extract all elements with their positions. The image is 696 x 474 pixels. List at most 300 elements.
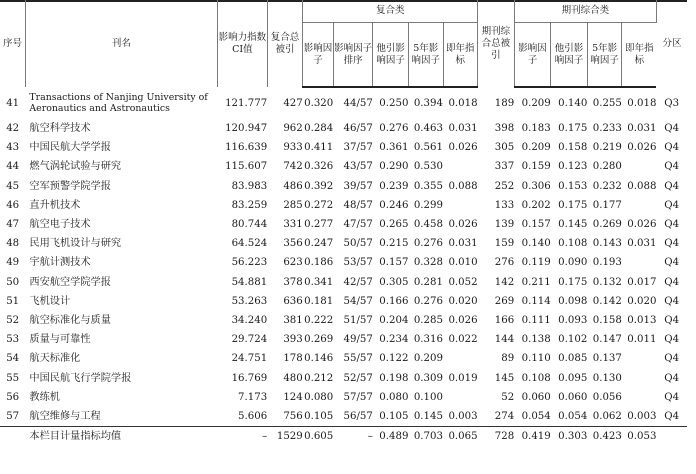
seq-cell: 44 bbox=[6, 161, 20, 173]
journal-5year-if-cell: 0.233 bbox=[592, 123, 622, 134]
composite-cited-if-cell: 0.215 bbox=[379, 238, 409, 250]
composite-cited-if-cell: 0.122 bbox=[379, 353, 409, 365]
journal-name-cell: 中国民航大学学报 bbox=[29, 142, 111, 154]
journal-cited-if-cell: 0.093 bbox=[558, 315, 588, 327]
journal-name-cell: 飞机设计 bbox=[29, 295, 71, 307]
journal-5year-if-cell: 0.142 bbox=[592, 295, 622, 307]
journal-cited-if-cell: 0.095 bbox=[558, 372, 588, 384]
journal-cited-if-cell: 0.175 bbox=[558, 123, 588, 134]
header-journal-5year-if: 5年影响因子 bbox=[587, 23, 622, 88]
journal-total-citations-cell: 269 bbox=[494, 295, 515, 307]
table-row bbox=[0, 119, 687, 138]
composite-immediacy-cell: 0.031 bbox=[448, 123, 478, 134]
zone-cell: Q4 bbox=[664, 238, 680, 250]
journal-5year-if-cell: 0.232 bbox=[592, 180, 622, 192]
journal-impact-factor-cell: 0.419 bbox=[514, 427, 551, 447]
composite-cited-if-cell: 0.250 bbox=[379, 98, 409, 109]
journal-total-citations-cell: 728 bbox=[478, 427, 515, 447]
journal-immediacy-cell bbox=[622, 157, 657, 176]
composite-if-rank-cell: 55/57 bbox=[343, 353, 373, 365]
composite-if-rank-cell: 54/57 bbox=[343, 295, 373, 307]
journal-5year-if-cell: 0.132 bbox=[592, 276, 622, 288]
seq-cell: 45 bbox=[6, 180, 20, 192]
journal-impact-factor-cell: 0.306 bbox=[521, 180, 551, 192]
table-row bbox=[0, 87, 687, 119]
composite-immediacy-cell bbox=[443, 349, 478, 368]
journal-total-citations-cell: 305 bbox=[494, 142, 515, 154]
composite-immediacy-cell bbox=[443, 388, 478, 407]
composite-immediacy-cell: 0.031 bbox=[448, 238, 478, 250]
composite-if-rank-cell: 50/57 bbox=[343, 238, 373, 250]
ci-value-cell: 56.223 bbox=[231, 257, 268, 269]
header-composite-group: 复合类 bbox=[303, 0, 478, 23]
journal-impact-factor-cell: 0.209 bbox=[521, 142, 551, 154]
journal-immediacy-cell bbox=[622, 388, 657, 407]
header-composite-impact-factor: 影响因子 bbox=[303, 23, 333, 88]
composite-impact-factor-cell: 0.277 bbox=[304, 219, 334, 231]
zone-cell: Q4 bbox=[664, 123, 680, 134]
seq-cell: 47 bbox=[6, 219, 20, 231]
composite-if-rank-cell: 37/57 bbox=[343, 142, 373, 154]
journal-5year-if-cell: 0.193 bbox=[592, 257, 622, 269]
table-row bbox=[0, 253, 687, 272]
journal-total-citations-cell: 139 bbox=[494, 219, 515, 231]
composite-cited-if-cell: 0.157 bbox=[379, 257, 409, 269]
journal-cited-if-cell: 0.303 bbox=[551, 427, 588, 447]
composite-if-rank-cell: 53/57 bbox=[343, 257, 373, 269]
composite-if-rank-cell: 51/57 bbox=[343, 315, 373, 327]
journal-name-cell: Transactions of Nanjing University of Aeronautics and Astronautics bbox=[29, 92, 208, 114]
zone-cell: Q4 bbox=[664, 391, 680, 403]
table-row bbox=[0, 388, 687, 407]
ci-value-cell: 115.607 bbox=[225, 161, 268, 173]
header-zone: 分区 bbox=[662, 37, 682, 49]
journal-impact-factor-cell: 0.159 bbox=[521, 161, 551, 173]
journal-name-cell: 航天标准化 bbox=[29, 353, 81, 365]
composite-impact-factor-cell: 0.247 bbox=[304, 238, 334, 250]
journal-immediacy-cell: 0.088 bbox=[627, 180, 657, 192]
journal-5year-if-cell: 0.269 bbox=[592, 219, 622, 231]
table-row bbox=[0, 157, 687, 176]
zone-cell bbox=[656, 427, 687, 447]
journal-5year-if-cell: 0.177 bbox=[592, 199, 622, 211]
composite-if-rank-cell: 44/57 bbox=[343, 98, 373, 109]
composite-immediacy-cell: 0.018 bbox=[448, 98, 478, 109]
composite-cited-if-cell: 0.276 bbox=[379, 123, 409, 134]
journal-name-cell: 航空电子技术 bbox=[29, 219, 91, 231]
ci-value-cell: 80.744 bbox=[231, 219, 268, 231]
composite-if-rank-cell: 56/57 bbox=[343, 411, 373, 423]
composite-cited-if-cell: 0.246 bbox=[379, 199, 409, 211]
zone-cell: Q4 bbox=[664, 411, 680, 423]
composite-total-citations-cell: 356 bbox=[283, 238, 303, 250]
journal-immediacy-cell: 0.031 bbox=[627, 238, 657, 250]
composite-immediacy-cell: 0.026 bbox=[448, 219, 478, 231]
ci-value-cell: 121.777 bbox=[225, 97, 268, 109]
journal-immediacy-cell: 0.053 bbox=[622, 427, 657, 447]
journal-immediacy-cell bbox=[622, 253, 657, 272]
composite-5year-if-cell: 0.703 bbox=[408, 427, 443, 447]
journal-impact-factor-cell: 0.114 bbox=[521, 295, 551, 307]
journal-total-citations-cell: 142 bbox=[494, 276, 515, 288]
zone-cell: Q4 bbox=[664, 161, 680, 173]
composite-cited-if-cell: 0.239 bbox=[379, 180, 409, 192]
composite-total-citations-cell: 378 bbox=[283, 276, 303, 288]
composite-total-citations-cell: 285 bbox=[283, 199, 303, 211]
zone-cell: Q4 bbox=[664, 295, 680, 307]
header-journal-total-citations: 期刊综合总被引 bbox=[478, 0, 515, 87]
header-ci-value: 影响力指数CI值 bbox=[217, 0, 267, 87]
composite-impact-factor-cell: 0.411 bbox=[304, 142, 334, 154]
composite-total-citations-cell: 331 bbox=[283, 219, 303, 231]
ci-value-cell: 24.751 bbox=[231, 353, 268, 365]
header-composite-5year-if: 5年影响因子 bbox=[408, 23, 443, 88]
journal-immediacy-cell: 0.018 bbox=[627, 98, 657, 109]
journal-total-citations-cell: 252 bbox=[494, 180, 515, 192]
composite-if-rank-cell: – bbox=[333, 427, 373, 447]
journal-cited-if-cell: 0.090 bbox=[558, 257, 588, 269]
journal-impact-factor-cell: 0.138 bbox=[521, 334, 551, 346]
composite-cited-if-cell: 0.234 bbox=[379, 334, 409, 346]
journal-impact-factor-cell: 0.108 bbox=[521, 372, 551, 384]
header-composite-cited-if: 他引影响因子 bbox=[373, 23, 409, 88]
ci-value-cell: 7.173 bbox=[238, 391, 268, 403]
journal-5year-if-cell: 0.137 bbox=[592, 353, 622, 365]
journal-total-citations-cell: 166 bbox=[494, 315, 515, 327]
composite-impact-factor-cell: 0.341 bbox=[304, 276, 334, 288]
composite-5year-if-cell: 0.276 bbox=[413, 238, 443, 250]
composite-5year-if-cell: 0.530 bbox=[413, 161, 443, 173]
composite-total-citations-cell: 636 bbox=[283, 295, 303, 307]
composite-if-rank-cell: 42/57 bbox=[343, 276, 373, 288]
journal-impact-factor-cell: 0.060 bbox=[521, 391, 551, 403]
composite-5year-if-cell: 0.458 bbox=[413, 219, 443, 231]
journal-5year-if-cell: 0.143 bbox=[592, 238, 622, 250]
seq-cell: 46 bbox=[6, 199, 20, 211]
composite-total-citations-cell: 933 bbox=[283, 142, 303, 154]
journal-total-citations-cell: 189 bbox=[494, 97, 515, 109]
composite-impact-factor-cell: 0.605 bbox=[303, 427, 333, 447]
journal-5year-if-cell: 0.255 bbox=[592, 98, 622, 109]
journal-impact-factor-cell: 0.211 bbox=[521, 276, 551, 288]
seq-cell bbox=[0, 427, 25, 447]
composite-cited-if-cell: 0.489 bbox=[373, 427, 409, 447]
table-header bbox=[0, 0, 687, 87]
table-row bbox=[0, 273, 687, 292]
journal-name-cell: 中国民航飞行学院学报 bbox=[29, 372, 132, 384]
journal-name-cell: 质量与可靠性 bbox=[29, 334, 91, 346]
composite-if-rank-cell: 52/57 bbox=[343, 372, 373, 384]
journal-name-cell: 西安航空学院学报 bbox=[29, 276, 111, 288]
seq-cell: 50 bbox=[6, 276, 20, 288]
composite-impact-factor-cell: 0.146 bbox=[304, 353, 334, 365]
composite-impact-factor-cell: 0.222 bbox=[304, 315, 334, 327]
journal-cited-if-cell: 0.060 bbox=[558, 391, 588, 403]
journal-impact-factor-cell: 0.202 bbox=[521, 199, 551, 211]
composite-immediacy-cell: 0.026 bbox=[448, 142, 478, 154]
ci-value-cell: 116.639 bbox=[225, 142, 268, 154]
journal-immediacy-cell: 0.003 bbox=[627, 411, 657, 423]
journal-5year-if-cell: 0.158 bbox=[592, 315, 622, 327]
journal-total-citations-cell: 159 bbox=[494, 238, 515, 250]
composite-total-citations-cell: 623 bbox=[283, 257, 303, 269]
composite-cited-if-cell: 0.204 bbox=[379, 315, 409, 327]
composite-immediacy-cell: 0.010 bbox=[448, 257, 478, 269]
composite-total-citations-cell: 480 bbox=[283, 372, 303, 384]
composite-immediacy-cell: 0.065 bbox=[443, 427, 478, 447]
journal-cited-if-cell: 0.153 bbox=[558, 180, 588, 192]
composite-immediacy-cell: 0.026 bbox=[448, 315, 478, 327]
header-seq: 序号 bbox=[0, 0, 25, 87]
composite-cited-if-cell: 0.290 bbox=[379, 161, 409, 173]
composite-cited-if-cell: 0.105 bbox=[379, 411, 409, 423]
composite-cited-if-cell: 0.080 bbox=[379, 391, 409, 403]
table-row bbox=[0, 330, 687, 349]
zone-cell: Q4 bbox=[664, 142, 680, 154]
ci-value-cell: 29.724 bbox=[231, 334, 268, 346]
journal-cited-if-cell: 0.140 bbox=[558, 98, 588, 109]
composite-if-rank-cell: 43/57 bbox=[343, 161, 373, 173]
composite-impact-factor-cell: 0.181 bbox=[304, 295, 334, 307]
seq-cell: 41 bbox=[6, 97, 20, 109]
journal-name-cell: 教练机 bbox=[29, 391, 60, 403]
table-body bbox=[0, 87, 687, 446]
table-row bbox=[0, 292, 687, 311]
composite-immediacy-cell: 0.088 bbox=[448, 180, 478, 192]
header-journal-impact-factor: 影响因子 bbox=[514, 23, 551, 88]
journal-5year-if-cell: 0.423 bbox=[587, 427, 622, 447]
journal-cited-if-cell: 0.175 bbox=[558, 199, 588, 211]
journal-impact-factor-cell: 0.140 bbox=[521, 238, 551, 250]
table-row bbox=[0, 349, 687, 368]
composite-cited-if-cell: 0.265 bbox=[379, 219, 409, 231]
seq-cell: 43 bbox=[6, 142, 20, 154]
journal-impact-factor-cell: 0.054 bbox=[521, 411, 551, 423]
composite-total-citations-cell: 427 bbox=[283, 97, 303, 109]
composite-5year-if-cell: 0.309 bbox=[413, 372, 443, 384]
composite-5year-if-cell: 0.145 bbox=[413, 411, 443, 423]
journal-5year-if-cell: 0.130 bbox=[592, 372, 622, 384]
journal-immediacy-cell: 0.013 bbox=[627, 315, 657, 327]
journal-impact-factor-cell: 0.110 bbox=[521, 353, 551, 365]
journal-total-citations-cell: 89 bbox=[501, 353, 515, 365]
composite-total-citations-cell: 486 bbox=[283, 180, 303, 192]
zone-cell: Q4 bbox=[664, 372, 680, 384]
seq-cell: 49 bbox=[6, 257, 20, 269]
seq-cell: 55 bbox=[6, 372, 20, 384]
composite-5year-if-cell: 0.209 bbox=[413, 353, 443, 365]
journal-5year-if-cell: 0.219 bbox=[592, 142, 622, 154]
journal-cited-if-cell: 0.108 bbox=[558, 238, 588, 250]
journal-impact-factor-cell: 0.119 bbox=[521, 257, 551, 269]
table-row bbox=[0, 215, 687, 234]
zone-cell: Q4 bbox=[664, 180, 680, 192]
journal-immediacy-cell bbox=[622, 349, 657, 368]
composite-cited-if-cell: 0.198 bbox=[379, 372, 409, 384]
composite-impact-factor-cell: 0.269 bbox=[304, 334, 334, 346]
composite-5year-if-cell: 0.281 bbox=[413, 276, 443, 288]
journal-cited-if-cell: 0.145 bbox=[558, 219, 588, 231]
journal-immediacy-cell: 0.017 bbox=[627, 276, 657, 288]
composite-immediacy-cell: 0.003 bbox=[448, 411, 478, 423]
composite-impact-factor-cell: 0.284 bbox=[304, 123, 334, 134]
journal-cited-if-cell: 0.158 bbox=[558, 142, 588, 154]
seq-cell: 51 bbox=[6, 295, 20, 307]
header-journal-cited-if: 他引影响因子 bbox=[551, 23, 588, 88]
composite-5year-if-cell: 0.316 bbox=[413, 334, 443, 346]
composite-total-citations-cell: 756 bbox=[283, 411, 303, 423]
journal-name-cell: 宇航计测技术 bbox=[29, 257, 91, 269]
header-composite-immediacy: 即年指标 bbox=[443, 23, 478, 88]
seq-cell: 42 bbox=[6, 123, 20, 134]
composite-if-rank-cell: 48/57 bbox=[343, 199, 373, 211]
zone-cell: Q3 bbox=[664, 97, 680, 109]
composite-if-rank-cell: 46/57 bbox=[343, 123, 373, 134]
journal-name-cell: 空军预警学院学报 bbox=[29, 180, 111, 192]
table-row bbox=[0, 138, 687, 157]
journal-immediacy-cell bbox=[622, 196, 657, 215]
header-journal-immediacy: 即年指标 bbox=[622, 23, 657, 88]
table-row bbox=[0, 196, 687, 215]
composite-immediacy-cell bbox=[443, 157, 478, 176]
composite-impact-factor-cell: 0.080 bbox=[304, 391, 334, 403]
composite-impact-factor-cell: 0.392 bbox=[304, 180, 334, 192]
journal-immediacy-cell: 0.026 bbox=[627, 142, 657, 154]
composite-cited-if-cell: 0.361 bbox=[379, 142, 409, 154]
composite-if-rank-cell: 39/57 bbox=[343, 180, 373, 192]
seq-cell: 53 bbox=[6, 334, 20, 346]
ci-value-cell: 34.240 bbox=[231, 315, 268, 327]
zone-cell: Q4 bbox=[664, 353, 680, 365]
journal-name-cell: 航空维修与工程 bbox=[29, 411, 101, 423]
journal-total-citations-cell: 337 bbox=[494, 161, 515, 173]
journal-cited-if-cell: 0.123 bbox=[558, 161, 588, 173]
journal-name-cell: 直升机技术 bbox=[29, 199, 81, 211]
composite-immediacy-cell: 0.020 bbox=[448, 295, 478, 307]
zone-cell: Q4 bbox=[664, 219, 680, 231]
journal-impact-factor-cell: 0.183 bbox=[521, 123, 551, 134]
composite-total-citations-cell: 393 bbox=[283, 334, 303, 346]
journal-cited-if-cell: 0.098 bbox=[558, 295, 588, 307]
composite-total-citations-cell: 742 bbox=[283, 161, 303, 173]
composite-cited-if-cell: 0.166 bbox=[379, 295, 409, 307]
table-row bbox=[0, 369, 687, 388]
header-journal-name: 刊名 bbox=[25, 0, 217, 87]
composite-total-citations-cell: 124 bbox=[283, 391, 303, 403]
composite-total-citations-cell: 381 bbox=[283, 315, 303, 327]
composite-5year-if-cell: 0.561 bbox=[413, 142, 443, 154]
average-row bbox=[0, 427, 687, 447]
composite-5year-if-cell: 0.100 bbox=[413, 391, 443, 403]
zone-cell: Q4 bbox=[664, 199, 680, 211]
ci-value-cell: 83.983 bbox=[231, 180, 268, 192]
journal-immediacy-cell: 0.026 bbox=[627, 219, 657, 231]
composite-total-citations-cell: 178 bbox=[283, 353, 303, 365]
header-composite-if-rank: 影响因子排序 bbox=[333, 23, 373, 88]
table-row bbox=[0, 407, 687, 427]
zone-cell: Q4 bbox=[664, 276, 680, 288]
ci-value-cell: 16.769 bbox=[231, 372, 268, 384]
journal-cited-if-cell: 0.054 bbox=[558, 411, 588, 423]
seq-cell: 56 bbox=[6, 391, 20, 403]
journal-name-cell: 民用飞机设计与研究 bbox=[29, 238, 122, 250]
composite-5year-if-cell: 0.355 bbox=[413, 180, 443, 192]
composite-cited-if-cell: 0.305 bbox=[379, 276, 409, 288]
ci-value-cell: 120.947 bbox=[225, 123, 268, 134]
journal-immediacy-cell: 0.011 bbox=[627, 334, 657, 346]
zone-cell: Q4 bbox=[664, 257, 680, 269]
composite-impact-factor-cell: 0.186 bbox=[304, 257, 334, 269]
zone-cell: Q4 bbox=[664, 334, 680, 346]
ci-value-cell: 53.263 bbox=[231, 295, 268, 307]
composite-if-rank-cell: 49/57 bbox=[343, 334, 373, 346]
seq-cell: 52 bbox=[6, 315, 20, 327]
ci-value-cell: 83.259 bbox=[231, 199, 268, 211]
journal-name-cell: 航空科学技术 bbox=[29, 123, 91, 134]
composite-5year-if-cell: 0.463 bbox=[413, 123, 443, 134]
header-journal-group: 期刊综合类 bbox=[514, 0, 656, 23]
composite-impact-factor-cell: 0.320 bbox=[304, 98, 334, 109]
seq-cell: 48 bbox=[6, 238, 20, 250]
journal-total-citations-cell: 133 bbox=[494, 199, 515, 211]
journal-5year-if-cell: 0.062 bbox=[592, 411, 622, 423]
composite-impact-factor-cell: 0.212 bbox=[304, 372, 334, 384]
composite-5year-if-cell: 0.394 bbox=[413, 98, 443, 109]
journal-impact-factor-cell: 0.157 bbox=[521, 219, 551, 231]
composite-total-citations-cell: 962 bbox=[283, 123, 303, 134]
composite-5year-if-cell: 0.328 bbox=[413, 257, 443, 269]
ci-value-cell: 54.881 bbox=[231, 276, 268, 288]
header-composite-total-citations: 复合总被引 bbox=[267, 0, 303, 87]
journal-impact-factor-cell: 0.111 bbox=[521, 315, 551, 327]
composite-impact-factor-cell: 0.326 bbox=[304, 161, 334, 173]
journal-total-citations-cell: 398 bbox=[494, 123, 515, 134]
composite-5year-if-cell: 0.299 bbox=[413, 199, 443, 211]
composite-impact-factor-cell: 0.105 bbox=[304, 411, 334, 423]
composite-5year-if-cell: 0.285 bbox=[413, 315, 443, 327]
journal-cited-if-cell: 0.175 bbox=[558, 276, 588, 288]
journal-name-cell: 本栏目计量指标均值 bbox=[25, 427, 217, 447]
journal-total-citations-cell: 144 bbox=[494, 334, 515, 346]
composite-immediacy-cell: 0.022 bbox=[448, 334, 478, 346]
journal-immediacy-cell: 0.031 bbox=[627, 123, 657, 134]
journal-name-cell: 航空标准化与质量 bbox=[29, 315, 111, 327]
journal-cited-if-cell: 0.102 bbox=[558, 334, 588, 346]
journal-cited-if-cell: 0.085 bbox=[558, 353, 588, 365]
journal-impact-factor-cell: 0.209 bbox=[521, 98, 551, 109]
journal-immediacy-cell bbox=[622, 369, 657, 388]
journal-name-cell: 燃气涡轮试验与研究 bbox=[29, 161, 122, 173]
journal-total-citations-cell: 274 bbox=[494, 411, 515, 423]
composite-impact-factor-cell: 0.272 bbox=[304, 199, 334, 211]
composite-if-rank-cell: 47/57 bbox=[343, 219, 373, 231]
composite-immediacy-cell: 0.052 bbox=[448, 276, 478, 288]
composite-total-citations-cell: 1529 bbox=[267, 427, 303, 447]
table-row bbox=[0, 177, 687, 196]
ci-value-cell: 64.524 bbox=[231, 238, 268, 250]
seq-cell: 54 bbox=[6, 353, 20, 365]
seq-cell: 57 bbox=[6, 411, 20, 423]
table-row bbox=[0, 234, 687, 253]
ci-value-cell: – bbox=[217, 427, 267, 447]
ci-value-cell: 5.606 bbox=[238, 411, 268, 423]
zone-cell: Q4 bbox=[664, 315, 680, 327]
journal-5year-if-cell: 0.147 bbox=[592, 334, 622, 346]
journal-total-citations-cell: 276 bbox=[494, 257, 515, 269]
journal-5year-if-cell: 0.056 bbox=[592, 391, 622, 403]
composite-5year-if-cell: 0.276 bbox=[413, 295, 443, 307]
journal-total-citations-cell: 145 bbox=[494, 372, 515, 384]
